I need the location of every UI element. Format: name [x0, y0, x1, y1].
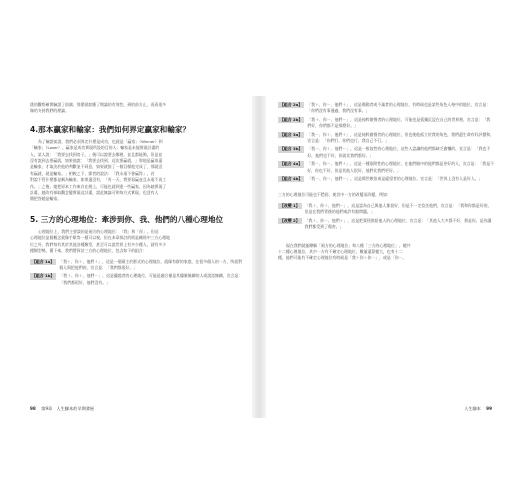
para1-line-1: 為了驗證前證，我們必須界定什麼是成功，也就是「贏家」（Winner）和: [38, 138, 163, 144]
para1-line-6: 有贏就，就是輸家。」相較之下，節者的說法：「我永遠不會贏得」，若: [30, 170, 155, 176]
combo-tag: 【組合 1b】: [32, 273, 55, 279]
para1-line-7: 對說不管什麼都是稱為輸家，如果還沒有，「有一天，我要看贏並且永遠不再工: [30, 177, 167, 183]
combo-3a: [278, 132, 494, 145]
right-page: [266, 96, 508, 418]
left-page: [14, 96, 252, 418]
right-column: [278, 96, 494, 262]
combo-2a: [278, 102, 494, 115]
combo-1b: [30, 273, 244, 286]
change-1: [278, 203, 494, 216]
change-tag: 【改變 2】: [280, 217, 300, 223]
right-para2-line-1: 現在我們就能瞭解「兩方的心理地位」和八種「三方的心理地位」，總共: [286, 242, 411, 248]
right-para2-line-3: 種，他們可能有不確定心理地位有時候是「我＋你＋你－」，或是「你－、: [278, 255, 407, 261]
para1-line-9: 計畫，她改有採取觀念變實現這計畫，說此無論可明每方式實現，也沒有人: [30, 190, 159, 196]
para1-line-5: 是輸家，才取決於他的判斷並不同意，如果就接了一個目標他完成了，那就沒: [30, 164, 163, 170]
intro-line-2: 像的支持我們的理論。: [30, 108, 69, 114]
combo-tag: 【組合 3a】: [280, 131, 303, 137]
section-heading-4: 4.那本贏家和輸家：我們如何界定贏家和輸家？: [30, 124, 191, 134]
page-number: 99: [486, 406, 492, 411]
page-number: 98: [30, 406, 36, 411]
para1-line-10: 簡把答她是輸家。: [30, 196, 62, 202]
combo-1a: [30, 259, 244, 272]
para1-line-3: 人，某人說：「我要去找到房子。」後可以說要去哪裡，並且都能夠，但是並: [30, 151, 163, 157]
para1-line-4: 沒有說到去要贏就，如果他說：「我要去找到，這次要贏就，」那他是贏家還: [30, 158, 163, 164]
para2-line-4: 種類型嗎，簡下來，我們將探討三方的心理地位，包含如下的組合：: [30, 248, 147, 254]
combo-text: 「我－、你＋、他們－」，這是一般奴性的心理地位，這些人認識的他們都缺乏偷懶的，宣言是：「我也不好，他們也不好，你就比我們都好。」: [307, 146, 491, 158]
change-2: [278, 218, 494, 231]
change-tag: 【改變 1】: [280, 202, 300, 208]
combo-text: 「我＋、你＋、他們－」，這是優越者的心理地位，可能是融合僅是其優雅無關的人或說話無關，宣言是：「我們都很好，他們沒有。」: [59, 273, 243, 285]
combo-tag: 【組合 4b】: [280, 176, 303, 182]
combo-tag: 【組合 3b】: [280, 146, 303, 152]
combo-tag: 【組合 4a】: [280, 161, 303, 167]
combo-2b: [278, 117, 494, 130]
combo-text: 「我－、你－、他們＋」，這是一種依附性的心理地位，在他們眼中的他們都是更好的人，宣言是：「我是不好，你也不好，但是其他人很好，他們比我們更好。」: [307, 161, 494, 173]
combo-text: 「我－、你－、他們－」，這是憤世嫉俗或是絕望者的心理地位，宣言是：「世界上沒有人是好人。」: [307, 176, 483, 182]
para1-line-2: 「輸家」（Loser）。贏家是成功實現所設的目的人；輸家是未能實現計畫的: [30, 145, 160, 151]
para1-line-8: 作。」之後，她把原本工作來存在錢上，可能也就到達一些贏家，因為她實現了: [30, 183, 167, 189]
combo-tag: 【組合 1a】: [32, 258, 55, 264]
change-text: 「我＋、你－、他們＋」，這是把責怪推給他人的心理地位，宣言是：「其他人大多都不好，那是你，是你讓我們都受到了傷害。」: [304, 217, 492, 230]
right-para1-line-1: 三方的心理地位可能也不穩固，使其中一方的改變而改變，例如：: [278, 192, 391, 198]
combo-tag: 【組合 2a】: [280, 102, 303, 107]
section-heading-5: 5. 三方的心理地位：牽涉到你、我、他們的八種心理地位: [30, 214, 224, 224]
right-para2-line-2: 十二種心理地位，其中一方有不確定心理地位，數量還算蠻大，也有十二: [278, 248, 403, 254]
combo-text: 「我＋、你－、他們＋」，這是傷動者或不滿者的心理地位，有時候也是某些角色人格中的地位，宣言是：「你們沒有事通過，我們沒有事。」: [307, 102, 491, 114]
combo-tag: 【組合 2b】: [280, 116, 303, 122]
right-folio: [464, 406, 496, 412]
left-folio: [30, 406, 94, 412]
combo-4b: [278, 176, 494, 182]
combo-3b: [278, 146, 494, 159]
running-head: 人生腳本: [464, 406, 481, 411]
combo-text: 「我－、你＋、他們＋」，這是純粹傲慢者的心理地位，但也使他孤立於我的角色，我們還生命有好評價和，宣言是：「你們行，你們也行，我自己不行。」: [307, 131, 494, 144]
running-head: 第9章 人生腳本的早期發展: [41, 406, 95, 411]
intro-line-1: 挑的觀察確實驗證了前調，那麼就如應了期論的有效性，到的前方止，再看很多: [30, 102, 167, 107]
combo-4a: [278, 161, 494, 174]
combo-text: 「我＋、你＋、他們＋」，這是一個頭主於群式的心理地位，就像有群的家庭、在很多個人的一方，所面對個人與把他們的，宣言是：「我們都很好。」: [59, 258, 243, 270]
combo-text: 「我＋、你－、他們－」，這是純粹傲慢者的心理地位，可能也是孤獨沉浸在自己的世界裡，宣言是：「我們好，你們都不是那麼好。」: [307, 116, 491, 129]
change-text: 「我＋、你＋、他們－」，這是認為自己與他人都很好，但是不一定信任他們，宣言是：「我和你都是好的，但是在我們背後的他們或許有點問題。」: [304, 202, 492, 215]
book-gutter: [252, 96, 266, 418]
para2-line-1: 心理地位上，我們主要談的是兩方的心理地位：「我」和「你」。但這: [38, 228, 159, 234]
para2-line-2: 心理地位是個概念就像手紙等一樣可以視，但在本章探討的則是關係中三方心理地: [30, 235, 171, 241]
book-spread: [14, 96, 508, 418]
para2-line-3: 位之外，我們每有其於其他各種類型，甚至可以說世界上有多少種人，就有多少: [30, 241, 167, 247]
left-column: [30, 96, 244, 288]
